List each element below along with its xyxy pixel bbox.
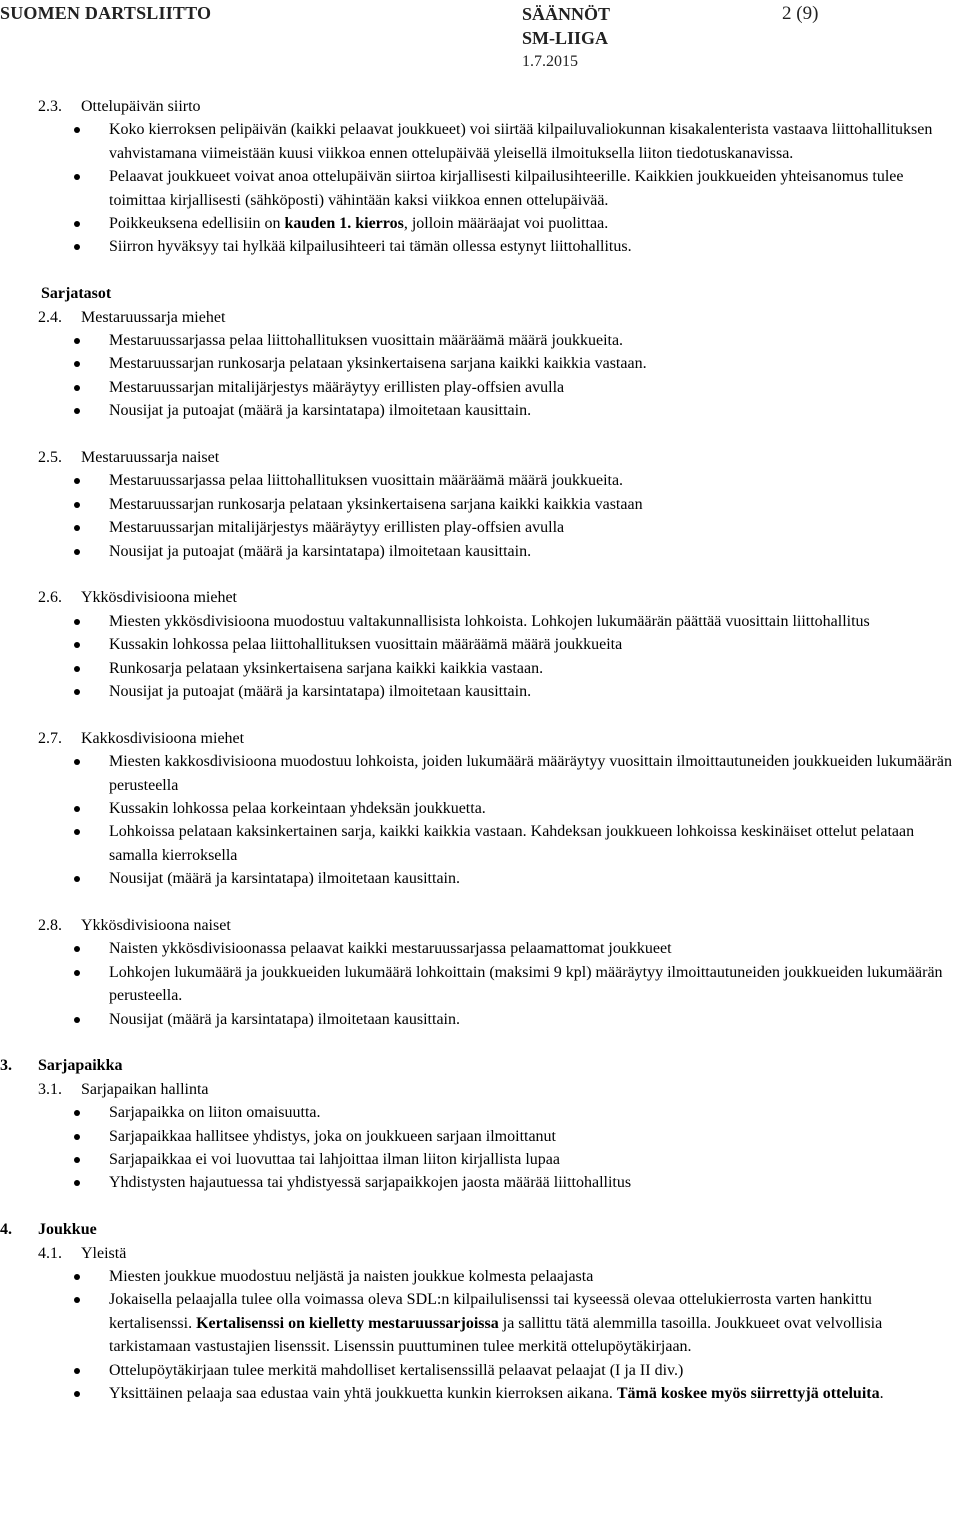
section-2-3-list — [0, 118, 960, 258]
section-2-4-heading — [0, 306, 960, 329]
list-item: Sarjapaikkaa hallitsee yhdistys, joka on joukkueen sarjaan ilmoittanut — [0, 1125, 960, 1148]
section-number: 3.1. — [38, 1080, 62, 1098]
section-title: Kakkosdivisioona miehet — [81, 729, 245, 747]
section-2-5-heading — [0, 446, 960, 469]
list-item: Ottelupöytäkirjaan tulee merkitä mahdolliset kertalisenssillä pelaavat pelaajat (I ja II div.) — [0, 1359, 960, 1382]
chapter-number: 4. — [0, 1221, 12, 1239]
section-2-3-heading — [0, 95, 960, 118]
section-title: Ykkösdivisioona naiset — [81, 917, 231, 935]
list-item: Miesten ykkösdivisioona muodostuu valtakunnallisista lohkoista. Lohkojen lukumäärän päättää vuosittain liittohallitus — [0, 610, 960, 633]
chapter-title: Joukkue — [38, 1221, 97, 1239]
section-number: 2.4. — [38, 308, 62, 326]
list-item: Runkosarja pelataan yksinkertaisena sarjana kaikki kaikkia vastaan. — [0, 657, 960, 680]
list-item: Lohkojen lukumäärä ja joukkueiden lukumäärä lohkoittain (maksimi 9 kpl) määräytyy ilmoittautuneiden joukkueiden lukumäärän perusteella. — [0, 961, 960, 1008]
list-item: Yksittäinen pelaaja saa edustaa vain yhtä joukkuetta kunkin kierroksen aikana. Tämä koskee myös siirrettyjä otteluita. — [0, 1382, 960, 1405]
list-item: Kussakin lohkossa pelaa korkeintaan yhdeksän joukkuetta. — [0, 797, 960, 820]
bold-text: Tämä koskee myös siirrettyjä otteluita — [616, 1385, 880, 1403]
section-2-6-heading — [0, 586, 960, 609]
bold-text: Kertalisenssi on kielletty mestaruussarjoissa — [196, 1314, 499, 1332]
list-item: Yhdistysten hajautuessa tai yhdistyessä sarjapaikkojen jaosta määrää liittohallitus — [0, 1171, 960, 1194]
section-title: Yleistä — [81, 1244, 127, 1262]
list-item: Mestaruussarjan runkosarja pelataan yksinkertaisena sarjana kaikki kaikkia vastaan. — [0, 352, 960, 375]
section-number: 2.8. — [38, 917, 62, 935]
page-number: 2 (9) — [782, 3, 819, 24]
section-title: Mestaruussarja miehet — [81, 308, 226, 326]
section-number: 2.5. — [38, 449, 62, 467]
section-3-1-heading — [0, 1078, 960, 1101]
chapter-number: 3. — [0, 1057, 12, 1075]
chapter-3-heading — [0, 1054, 960, 1077]
list-item: Kussakin lohkossa pelaa liittohallituksen vuosittain määräämä määrä joukkueita — [0, 633, 960, 656]
list-item: Nousijat (määrä ja karsintatapa) ilmoitetaan kausittain. — [0, 1008, 960, 1031]
list-item: Poikkeuksena edellisiin on kauden 1. kierros, jolloin määräajat voi puolittaa. — [0, 212, 960, 235]
section-number: 2.6. — [38, 589, 62, 607]
section-title: Ykkösdivisioona miehet — [81, 589, 237, 607]
bold-text: kauden 1. kierros — [284, 215, 404, 233]
list-item: Jokaisella pelaajalla tulee olla voimassa oleva SDL:n kilpailulisenssi tai kyseessä olevaa ottelukierrosta varten hankittu kertalisenssi. Kertalisenssi on kielletty mestaruussarjoissa ja sallittu tätä alemmilla tasoilla. Joukkueet ovat velvollisia tarkistamaan vastustajien lisenssit. Lisenssin puuttuminen tulee merkitä ottelupöytäkirjaan. — [0, 1288, 960, 1358]
list-item: Pelaavat joukkueet voivat anoa ottelupäivän siirtoa kirjallisesti kilpailusihteerille. Kaikkien joukkueiden yhteisanomus tulee toimittaa kirjallisesti (sähköposti) vähintään kaksi viikkoa ennen ottelupäivää. — [0, 165, 960, 212]
list-item: Koko kierroksen pelipäivän (kaikki pelaavat joukkueet) voi siirtää kilpailuvaliokunnan kisakalenterista vastaava liittohallituksen vahvistamana viimeistään kuusi viikkoa ennen ottelupäivää yleisellä ilmoituksella liiton tiedotuskanavissa. — [0, 118, 960, 165]
list-item: Sarjapaikkaa ei voi luovuttaa tai lahjoittaa ilman liiton kirjallista lupaa — [0, 1148, 960, 1171]
section-2-6-list — [0, 610, 960, 704]
list-item: Miesten kakkosdivisioona muodostuu lohkoista, joiden lukumäärä määräytyy vuosittain ilmoittautuneiden joukkueiden lukumäärän perusteella — [0, 750, 960, 797]
document-body — [0, 95, 960, 1405]
section-2-7-list — [0, 750, 960, 890]
chapter-title: Sarjapaikka — [38, 1057, 123, 1075]
list-item: Nousijat ja putoajat (määrä ja karsintatapa) ilmoitetaan kausittain. — [0, 540, 960, 563]
section-4-1-heading — [0, 1242, 960, 1265]
section-2-5-list — [0, 469, 960, 563]
section-number: 4.1. — [38, 1244, 62, 1262]
section-title: Mestaruussarja naiset — [81, 449, 220, 467]
league-name: SM-LIIGA — [522, 28, 609, 48]
list-item: Siirron hyväksyy tai hylkää kilpailusihteeri tai tämän ollessa estynyt liittohallitus. — [0, 235, 960, 258]
section-2-4-list — [0, 329, 960, 423]
doc-title: SÄÄNNÖT — [522, 4, 611, 24]
org-name: SUOMEN DARTSLIITTO — [0, 3, 212, 23]
chapter-4-heading — [0, 1218, 960, 1241]
list-item: Mestaruussarjan runkosarja pelataan yksinkertaisena sarjana kaikki kaikkia vastaan — [0, 493, 960, 516]
list-item: Mestaruussarjan mitalijärjestys määräytyy erillisten play-offsien avulla — [0, 516, 960, 539]
section-title: Sarjapaikan hallinta — [81, 1080, 209, 1098]
list-item: Lohkoissa pelataan kaksinkertainen sarja, kaikki kaikkia vastaan. Kahdeksan joukkueen lohkoissa keskinäiset ottelut pelataan samalla kierroksella — [0, 820, 960, 867]
section-title: Ottelupäivän siirto — [81, 98, 201, 115]
list-item: Naisten ykkösdivisioonassa pelaavat kaikki mestaruussarjassa pelaamattomat joukkueet — [0, 937, 960, 960]
list-item: Mestaruussarjassa pelaa liittohallituksen vuosittain määräämä määrä joukkueita. — [0, 469, 960, 492]
sarjatasot-heading: Sarjatasot — [41, 285, 112, 303]
section-number: 2.7. — [38, 729, 62, 747]
list-item: Miesten joukkue muodostuu neljästä ja naisten joukkue kolmesta pelaajasta — [0, 1265, 960, 1288]
doc-info — [522, 2, 610, 74]
section-number: 2.3. — [38, 98, 62, 115]
section-2-8-heading — [0, 914, 960, 937]
list-item: Mestaruussarjan mitalijärjestys määräytyy erillisten play-offsien avulla — [0, 376, 960, 399]
section-2-7-heading — [0, 727, 960, 750]
list-item: Sarjapaikka on liiton omaisuutta. — [0, 1101, 960, 1124]
section-2-8-list — [0, 937, 960, 1031]
section-3-1-list — [0, 1101, 960, 1195]
list-item: Nousijat (määrä ja karsintatapa) ilmoitetaan kausittain. — [0, 867, 960, 890]
doc-date: 1.7.2015 — [522, 53, 578, 70]
section-4-1-list — [0, 1265, 960, 1405]
list-item: Nousijat ja putoajat (määrä ja karsintatapa) ilmoitetaan kausittain. — [0, 399, 960, 422]
list-item: Mestaruussarjassa pelaa liittohallituksen vuosittain määräämä määrä joukkueita. — [0, 329, 960, 352]
list-item: Nousijat ja putoajat (määrä ja karsintatapa) ilmoitetaan kausittain. — [0, 680, 960, 703]
